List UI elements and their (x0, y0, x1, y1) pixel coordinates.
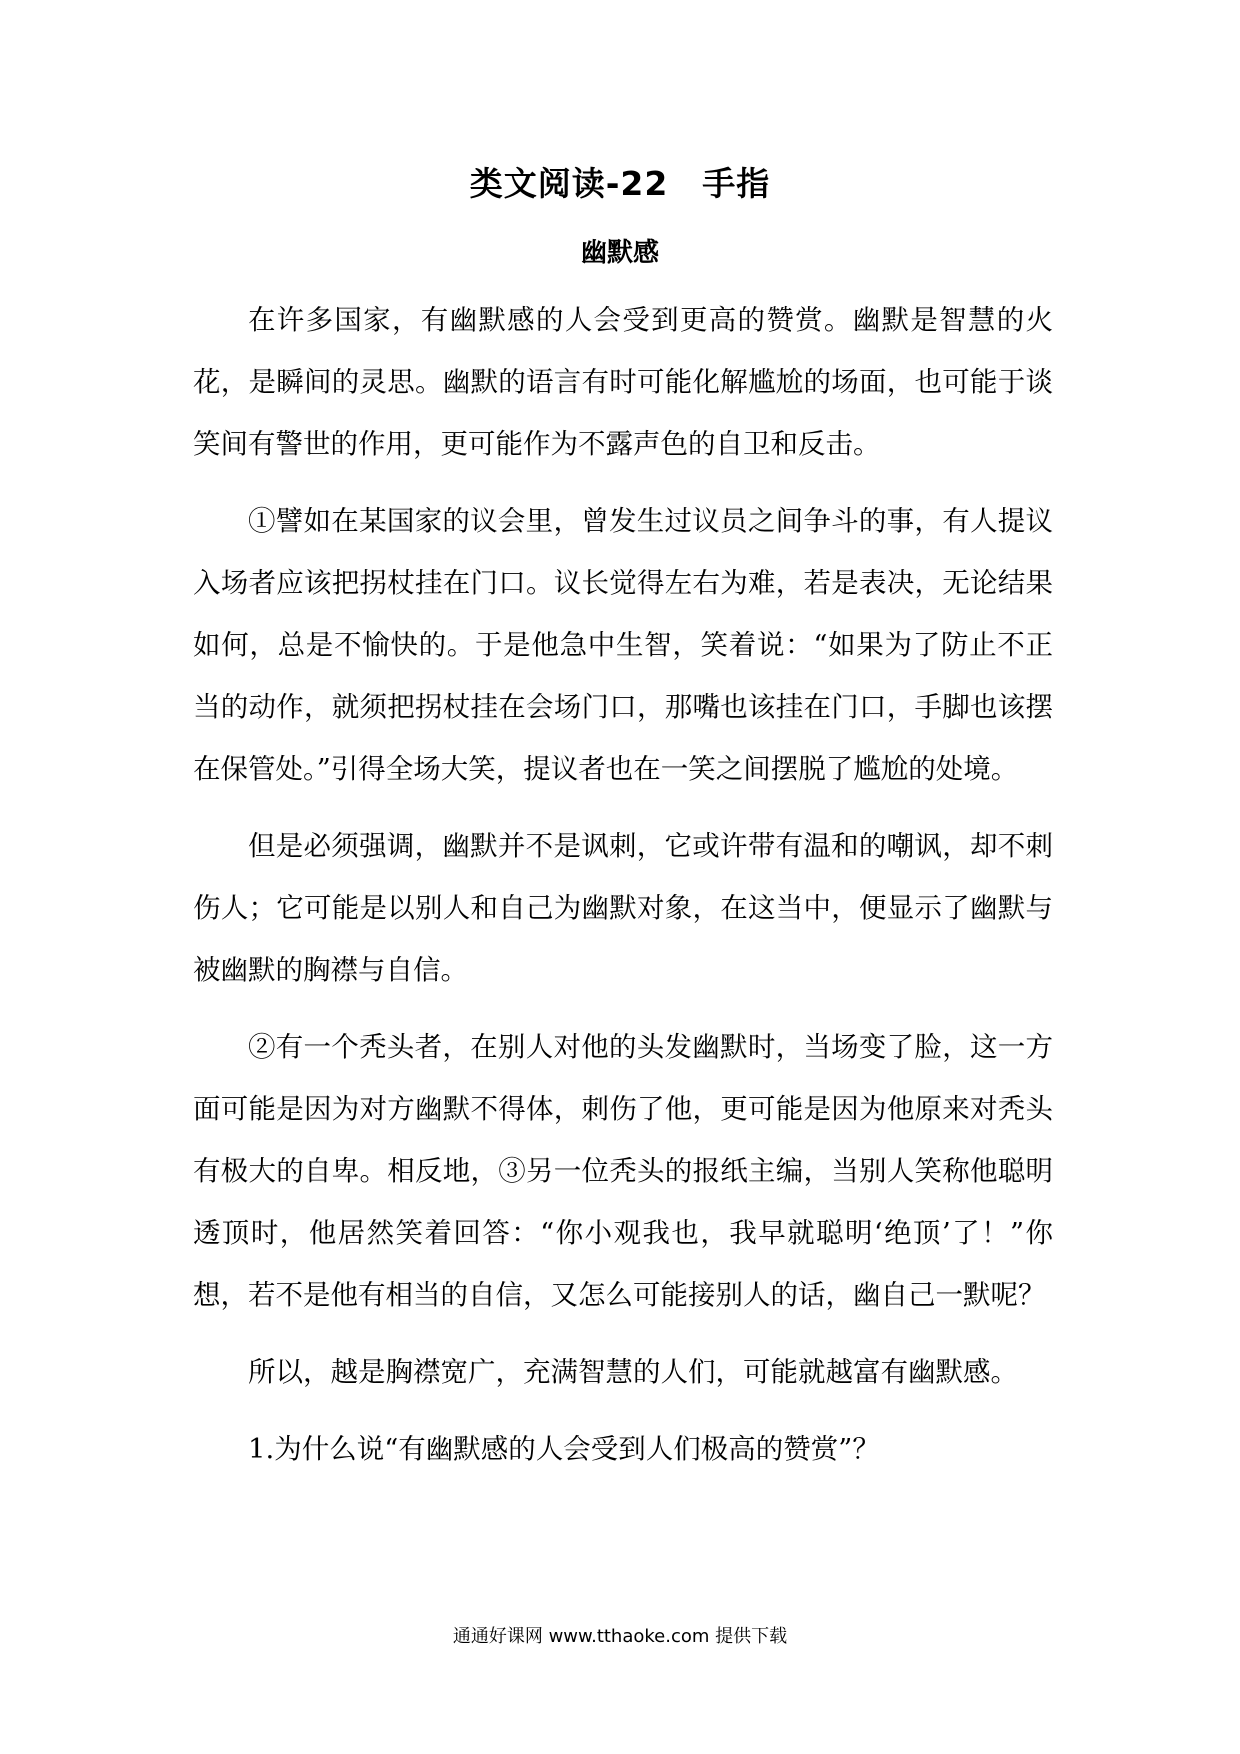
footer-source: 通通好课网 www.tthaoke.com 提供下载 (452, 1626, 788, 1647)
question-1: 1.为什么说“有幽默感的人会受到人们极高的赞赏”？ (248, 1433, 880, 1465)
article-body (193, 289, 1053, 1480)
paragraph: ②有一个秃头者，在别人对他的头发幽默时，当场变了脸，这一方面可能是因为对方幽默不得体，刺伤了他，更可能是因为他原来对秃头有极大的自卑。相反地，③另一位秃头的报纸主编，当别人笑称他聪明透顶时，他居然笑着回答：“你小观我也，我早就聪明‘绝顶’了！”你想，若不是他有相当的自信，又怎么可能接别人的话，幽自己一默呢？ (193, 1031, 1053, 1311)
paragraph: ①譬如在某国家的议会里，曾发生过议员之间争斗的事，有人提议入场者应该把拐杖挂在门口。议长觉得左右为难，若是表决，无论结果如何，总是不愉快的。于是他急中生智，笑着说：“如果为了防止不正当的动作，就须把拐杖挂在会场门口，那嘴也该挂在门口，手脚也该摆在保管处。”引得全场大笑，提议者也在一笑之间摆脱了尴尬的处境。 (193, 505, 1053, 785)
paragraph: 所以，越是胸襟宽广，充满智慧的人们，可能就越富有幽默感。 (248, 1356, 1018, 1388)
paragraph: 在许多国家，有幽默感的人会受到更高的赞赏。幽默是智慧的火花，是瞬间的灵思。幽默的语言有时可能化解尴尬的场面，也可能于谈笑间有警世的作用，更可能作为不露声色的自卫和反击。 (193, 304, 1053, 460)
page-title: 类文阅读-22 手指 (469, 164, 771, 203)
paragraph: 但是必须强调，幽默并不是讽刺，它或许带有温和的嘲讽，却不刺伤人；它可能是以别人和自己为幽默对象，在这当中，便显示了幽默与被幽默的胸襟与自信。 (193, 830, 1053, 986)
article-title: 幽默感 (580, 238, 659, 268)
